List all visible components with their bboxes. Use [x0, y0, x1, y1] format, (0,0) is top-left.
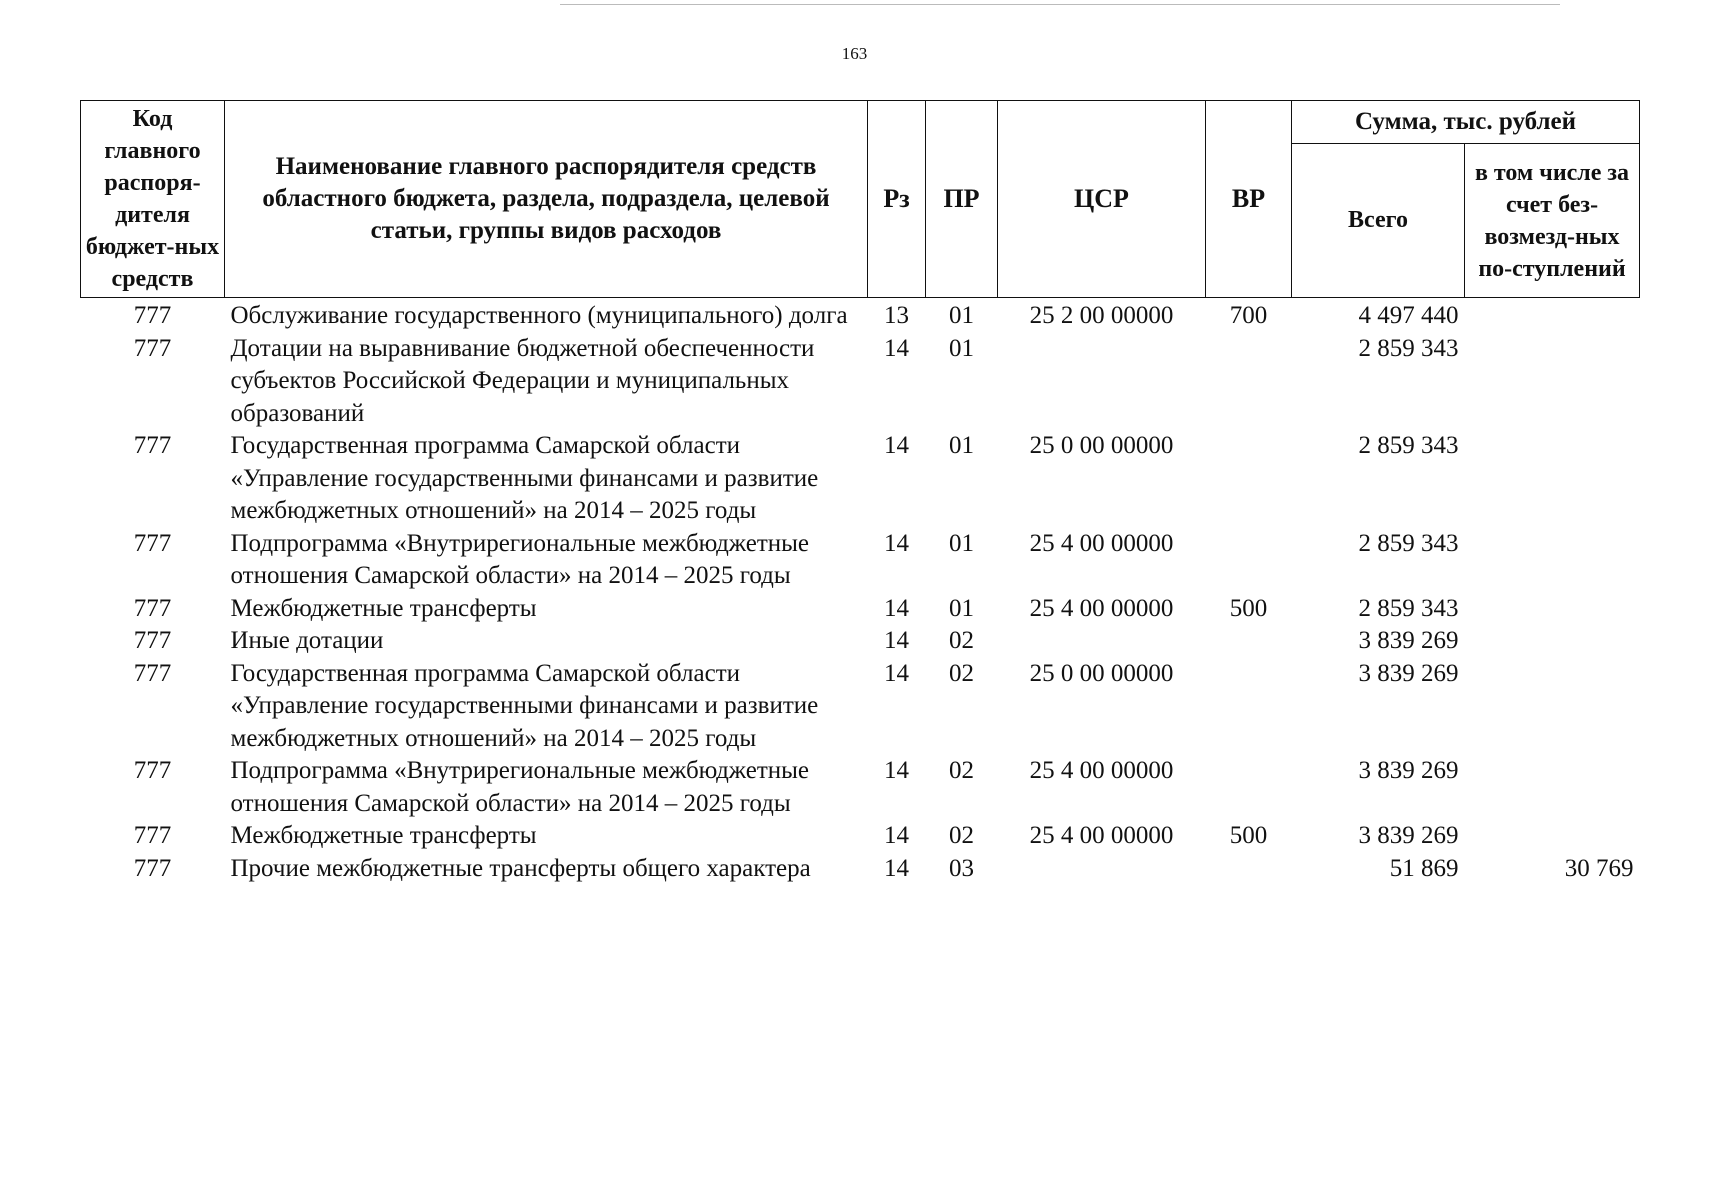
cell-total: 2 859 343	[1358, 432, 1459, 459]
cell-name: Государственная программа Самарской области «Управление государственными финансами и развитие межбюджетных отношений» на 2014 – 2025 годы	[230, 432, 819, 524]
cell-rz: 14	[884, 334, 909, 362]
header-code: Код главного распоря-дителя бюджет-ных средств	[81, 101, 225, 298]
cell-vr: 500	[1229, 594, 1268, 622]
cell-rz: 14	[884, 659, 909, 687]
cell-code: 777	[133, 594, 172, 622]
cell-vr	[1206, 853, 1292, 886]
header-pr: ПР	[926, 101, 998, 298]
cell-pr: 01	[949, 529, 974, 557]
table-row	[81, 333, 1640, 431]
cell-pr: 01	[949, 594, 974, 622]
cell-vr: 500	[1229, 822, 1268, 849]
cell-pr: 02	[949, 757, 974, 784]
cell-csr	[998, 853, 1206, 886]
cell-vr	[1206, 658, 1292, 756]
cell-free	[1465, 820, 1640, 853]
cell-code: 777	[133, 334, 172, 362]
cell-code: 777	[133, 529, 172, 557]
cell-name: Обслуживание государственного (муниципального) долга	[230, 302, 848, 329]
header-sum: Сумма, тыс. рублей	[1292, 101, 1640, 144]
cell-total: 3 839 269	[1358, 659, 1459, 687]
cell-vr	[1206, 430, 1292, 528]
cell-rz: 14	[884, 822, 909, 849]
cell-name: Межбюджетные трансферты	[230, 822, 537, 849]
cell-csr: 25 4 00 00000	[1029, 529, 1174, 557]
header-free: в том числе за счет без-возмезд-ных по-ступлений	[1465, 144, 1640, 298]
cell-code: 777	[133, 432, 172, 459]
header-name: Наименование главного распорядителя средств областного бюджета, раздела, подраздела, целевой статьи, группы видов расходов	[225, 101, 868, 298]
table-row	[81, 658, 1640, 756]
cell-free: 30 769	[1564, 854, 1634, 882]
cell-rz: 13	[884, 302, 909, 329]
cell-code: 777	[133, 822, 172, 849]
page-number: 163	[841, 44, 868, 63]
table-row	[81, 593, 1640, 626]
cell-pr: 02	[949, 627, 974, 654]
cell-total: 2 859 343	[1358, 334, 1459, 362]
cell-name: Иные дотации	[230, 627, 384, 654]
table-row	[81, 528, 1640, 593]
cell-name: Межбюджетные трансферты	[230, 594, 537, 622]
cell-pr: 02	[949, 659, 974, 687]
cell-csr: 25 0 00 00000	[1029, 432, 1174, 459]
cell-free	[1465, 658, 1640, 756]
cell-code: 777	[133, 659, 172, 687]
cell-free	[1465, 333, 1640, 431]
cell-name: Подпрограмма «Внутрирегиональные межбюджетные отношения Самарской области» на 2014 – 2025 годы	[230, 529, 810, 589]
cell-pr: 03	[949, 854, 974, 882]
table-body	[81, 298, 1640, 886]
cell-code: 777	[133, 757, 172, 784]
cell-pr: 01	[949, 334, 974, 362]
header-csr: ЦСР	[998, 101, 1206, 298]
cell-total: 2 859 343	[1358, 529, 1459, 557]
cell-csr: 25 4 00 00000	[1029, 594, 1174, 622]
cell-csr: 25 0 00 00000	[1029, 659, 1174, 687]
cell-rz: 14	[884, 529, 909, 557]
cell-free	[1465, 528, 1640, 593]
cell-vr	[1206, 528, 1292, 593]
cell-code: 777	[133, 627, 172, 654]
cell-vr	[1206, 625, 1292, 658]
cell-name: Подпрограмма «Внутрирегиональные межбюджетные отношения Самарской области» на 2014 – 2025 годы	[230, 757, 810, 817]
cell-free	[1465, 593, 1640, 626]
cell-csr: 25 4 00 00000	[1029, 822, 1174, 849]
cell-csr	[998, 333, 1206, 431]
cell-free	[1465, 625, 1640, 658]
table-row	[81, 755, 1640, 820]
cell-free	[1465, 755, 1640, 820]
table-row	[81, 430, 1640, 528]
table-row	[81, 853, 1640, 886]
cell-free	[1465, 430, 1640, 528]
header-rz: Рз	[868, 101, 926, 298]
cell-rz: 14	[884, 594, 909, 622]
cell-pr: 01	[949, 302, 974, 329]
table-row	[81, 820, 1640, 853]
cell-total: 51 869	[1389, 854, 1459, 882]
scan-edge-line	[560, 4, 1560, 5]
cell-total: 4 497 440	[1358, 302, 1459, 329]
cell-rz: 14	[884, 432, 909, 459]
cell-vr: 700	[1229, 302, 1268, 329]
cell-csr: 25 2 00 00000	[1029, 302, 1174, 329]
table-row	[81, 625, 1640, 658]
cell-code: 777	[133, 854, 172, 882]
cell-total: 3 839 269	[1358, 627, 1459, 654]
cell-rz: 14	[884, 854, 909, 882]
cell-pr: 01	[949, 432, 974, 459]
header-vr: ВР	[1206, 101, 1292, 298]
cell-total: 2 859 343	[1358, 594, 1459, 622]
budget-table	[80, 100, 1640, 885]
cell-pr: 02	[949, 822, 974, 849]
cell-name: Прочие межбюджетные трансферты общего характера	[230, 854, 811, 882]
cell-total: 3 839 269	[1358, 757, 1459, 784]
cell-name: Дотации на выравнивание бюджетной обеспеченности субъектов Российской Федерации и муниципальных образований	[230, 334, 815, 427]
cell-code: 777	[133, 302, 172, 329]
table-row	[81, 298, 1640, 333]
cell-csr: 25 4 00 00000	[1029, 757, 1174, 784]
cell-csr	[998, 625, 1206, 658]
cell-vr	[1206, 333, 1292, 431]
cell-rz: 14	[884, 757, 909, 784]
cell-total: 3 839 269	[1358, 822, 1459, 849]
cell-name: Государственная программа Самарской области «Управление государственными финансами и развитие межбюджетных отношений» на 2014 – 2025 годы	[230, 659, 819, 752]
cell-free	[1465, 298, 1640, 333]
header-total: Всего	[1292, 144, 1465, 298]
cell-rz: 14	[884, 627, 909, 654]
cell-vr	[1206, 755, 1292, 820]
